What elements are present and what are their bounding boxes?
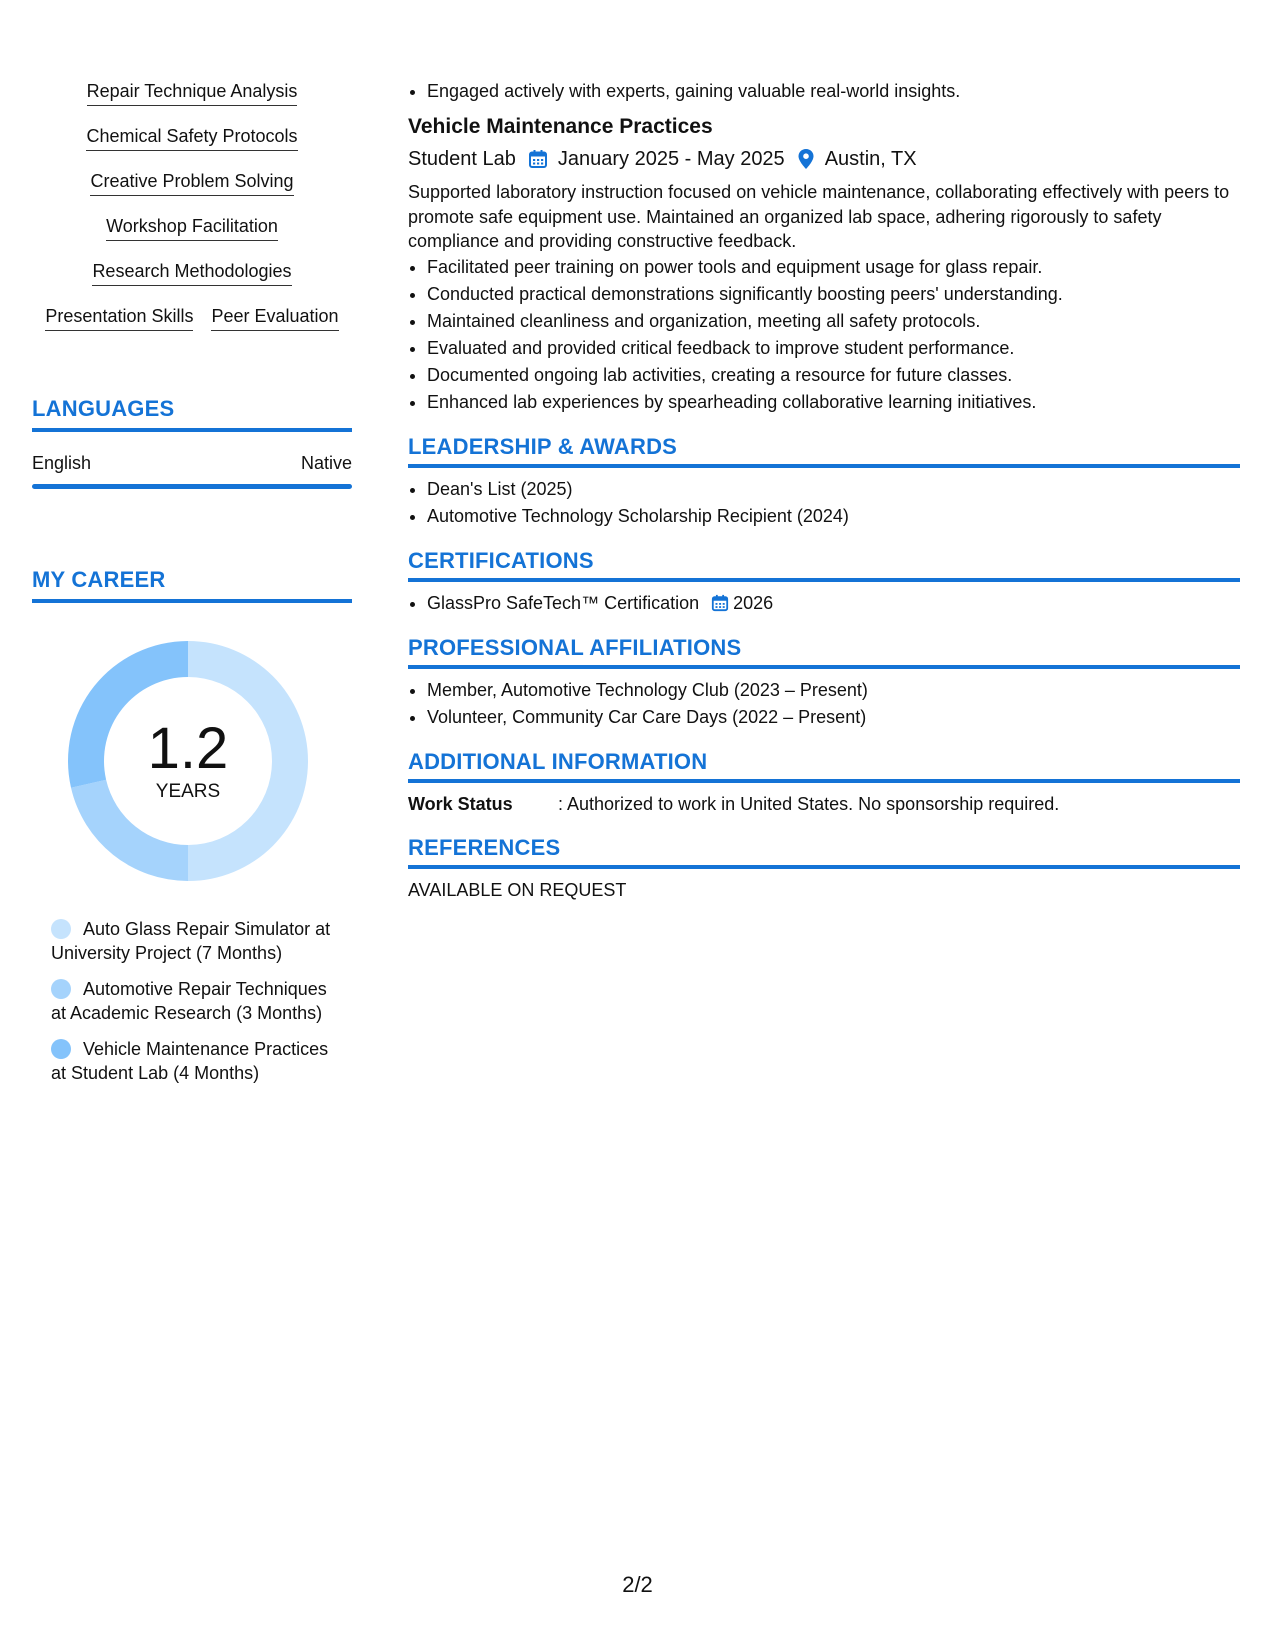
bullet-item: • Facilitated peer training on power tools and equipment usage for glass repair.	[427, 254, 1240, 281]
award-item: • Dean's List (2025)	[427, 476, 1240, 503]
legend-dot	[51, 919, 71, 939]
donut-center	[68, 641, 308, 881]
references-heading: REFERENCES	[408, 835, 1240, 869]
skills-list	[32, 80, 352, 350]
award-item: • Automotive Technology Scholarship Recipient (2024)	[427, 503, 1240, 530]
legend-dot	[51, 1039, 71, 1059]
references-text: AVAILABLE ON REQUEST	[408, 879, 627, 900]
right-column	[408, 78, 1240, 903]
page-number: 2/2	[622, 1572, 653, 1597]
career-donut-chart	[68, 641, 308, 881]
legend-label: Vehicle Maintenance Practices at Student Lab (4 Months)	[51, 1039, 329, 1083]
skill-tag: Creative Problem Solving	[90, 170, 293, 196]
legend-dot	[51, 979, 71, 999]
work-status-value: : Authorized to work in United States. No sponsorship required.	[558, 793, 1060, 814]
language-level-bar	[32, 484, 352, 489]
career-legend	[51, 917, 331, 1085]
bullet-item: • Maintained cleanliness and organization, meeting all safety protocols.	[427, 308, 1240, 335]
job-bullets	[408, 254, 1240, 416]
affiliation-item: • Volunteer, Community Car Care Days (2022 – Present)	[427, 704, 1240, 731]
certification-name: • GlassPro SafeTech™ Certification	[427, 592, 700, 613]
location-pin-icon	[797, 148, 815, 170]
skill-tag: Presentation Skills	[45, 305, 193, 331]
languages-heading: LANGUAGES	[32, 396, 352, 432]
bullet-item: • Evaluated and provided critical feedback to improve student performance.	[427, 335, 1240, 362]
skill-tag: Chemical Safety Protocols	[86, 125, 297, 151]
skill-row	[106, 215, 278, 241]
legend-label: Auto Glass Repair Simulator at University Project (7 Months)	[51, 919, 331, 963]
skill-row	[45, 305, 338, 331]
calendar-icon	[711, 594, 729, 612]
calendar-icon	[528, 149, 548, 169]
bullet-item: • Documented ongoing lab activities, creating a resource for future classes.	[427, 362, 1240, 389]
job-location: Austin, TX	[824, 148, 917, 170]
career-total-value: 1.2	[147, 716, 229, 781]
career-total-unit: YEARS	[155, 781, 221, 802]
skill-tag: Peer Evaluation	[211, 305, 338, 331]
awards-list	[408, 476, 1240, 530]
affiliations-list	[408, 677, 1240, 731]
legend-item	[51, 977, 331, 1025]
left-column	[32, 80, 352, 1097]
skill-tag: Repair Technique Analysis	[87, 80, 298, 106]
skill-row	[86, 125, 297, 151]
bullet-item: • Engaged actively with experts, gaining valuable real-world insights.	[427, 78, 1240, 105]
skill-row	[90, 170, 293, 196]
skill-row	[92, 260, 291, 286]
languages-section	[32, 396, 352, 489]
language-name: English	[32, 453, 92, 473]
certification-year: 2026	[733, 592, 774, 613]
work-status-row	[408, 791, 1240, 817]
skill-row	[87, 80, 298, 106]
career-section	[32, 567, 352, 1085]
legend-item	[51, 917, 331, 965]
job-description: Supported laboratory instruction focused on vehicle maintenance, collaborating effectively with peers to promote safe equipment use. Maintained an organized lab space, adhering rigorously to safety compliance and providing constructive feedback.	[408, 182, 1230, 251]
affiliation-item: • Member, Automotive Technology Club (2023 – Present)	[427, 677, 1240, 704]
skill-tag: Research Methodologies	[92, 260, 291, 286]
certifications-list	[408, 590, 1240, 617]
awards-heading: LEADERSHIP & AWARDS	[408, 434, 1240, 468]
job-title: Vehicle Maintenance Practices	[408, 115, 713, 138]
language-level: Native	[300, 453, 352, 473]
job-org: Student Lab	[408, 148, 516, 170]
legend-label: Automotive Repair Techniques at Academic Research (3 Months)	[51, 979, 327, 1023]
job-meta	[408, 144, 1240, 174]
affiliations-heading: PROFESSIONAL AFFILIATIONS	[408, 635, 1240, 669]
bullet-item: • Conducted practical demonstrations significantly boosting peers' understanding.	[427, 281, 1240, 308]
certifications-heading: CERTIFICATIONS	[408, 548, 1240, 582]
career-heading: MY CAREER	[32, 567, 352, 603]
skill-tag: Workshop Facilitation	[106, 215, 278, 241]
language-row	[32, 432, 352, 484]
previous-job-bullets	[408, 78, 1240, 105]
job-dates: January 2025 - May 2025	[557, 148, 785, 170]
certification-item	[427, 590, 1240, 617]
legend-item	[51, 1037, 331, 1085]
bullet-item: • Enhanced lab experiences by spearheading collaborative learning initiatives.	[427, 389, 1240, 416]
additional-info-heading: ADDITIONAL INFORMATION	[408, 749, 1240, 783]
work-status-label: Work Status	[408, 793, 513, 814]
